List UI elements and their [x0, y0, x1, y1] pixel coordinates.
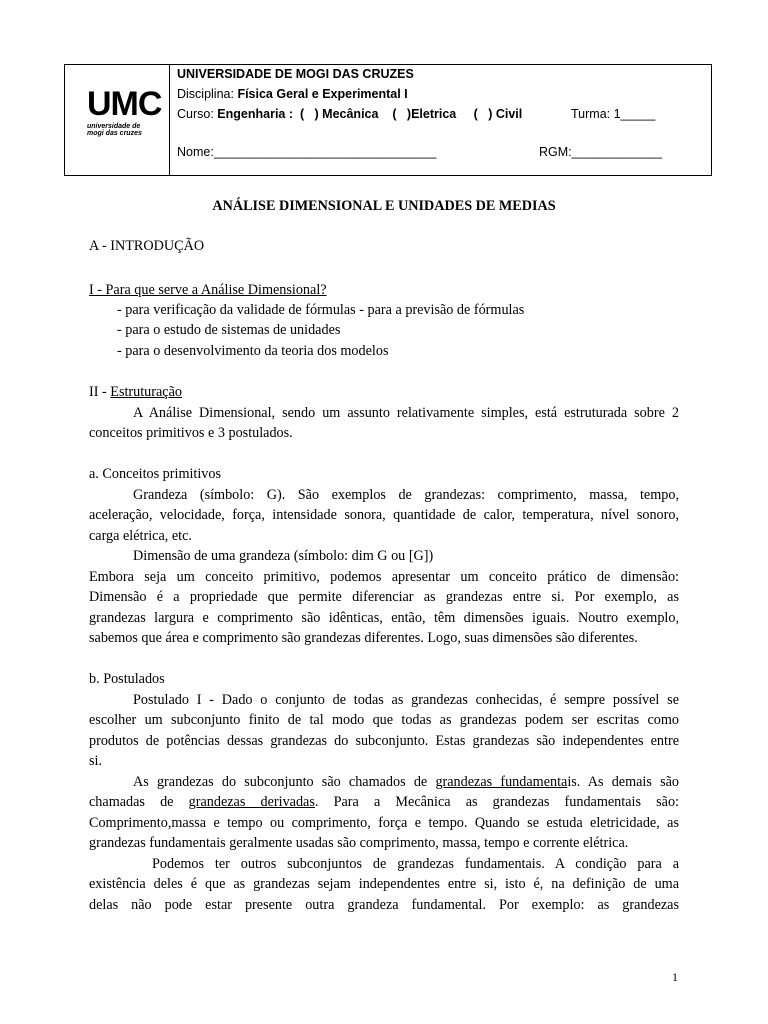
curso-label: Curso: — [177, 107, 218, 121]
nome-field: Nome:________________________________ — [177, 145, 437, 159]
grandezas-fundamentais-term: grandezas fu — [435, 774, 513, 790]
grandezas-text-4: . Para a Mecânica as grandezas fundamentais são: — [314, 794, 679, 810]
subconjunto-line: delas não pode estar presente outra grandeza fundamental. Por exemplo: as grandezas — [89, 897, 679, 913]
conceitos-line: Grandeza (símbolo: G). São exemplos de grandezas: comprimento, massa, tempo, — [133, 487, 679, 503]
postulado-line: escolher um subconjunto finito de tal modo que todas as grandezas podem ser escritas como — [89, 712, 679, 728]
postulados-heading: b. Postulados — [89, 671, 165, 687]
page-number: 1 — [672, 970, 678, 984]
curso-line — [177, 107, 522, 121]
grandezas-line — [133, 772, 679, 793]
postulado-line: produtos de potências dessas grandezas do subconjunto. Estas grandezas são independentes entre — [89, 733, 679, 749]
conceitos-line: aceleração, velocidade, força, intensidade sonora, quantidade de calor, temperatura, nível sonoro, — [89, 507, 679, 523]
subconjunto-line: Podemos ter outros subconjuntos de grandezas fundamentais. A condição para a — [152, 856, 679, 872]
logo — [65, 65, 170, 175]
rgm-field: RGM:_____________ — [539, 145, 663, 159]
disciplina-label: Disciplina: — [177, 87, 238, 101]
grandezas-derivadas-term: grandezas derivadas — [188, 794, 315, 810]
q1-item: - para verificação da validade de fórmulas - para a previsão de fórmulas — [117, 302, 525, 318]
grandezas-text-3: chamadas de — [89, 794, 189, 810]
dimensao-para-line: sabemos que área e comprimento são grandezas diferentes. Logo, suas dimensões são diferentes. — [89, 630, 638, 646]
grandezas-fundamentais-term-2: ndamenta — [512, 774, 568, 790]
page-title: ANÁLISE DIMENSIONAL E UNIDADES DE MEDIAS — [212, 198, 556, 214]
q2-para-line: conceitos primitivos e 3 postulados. — [89, 425, 293, 441]
dimensao-symbol: (símbolo: dim G ou [G]) — [290, 548, 434, 564]
q2-heading — [89, 382, 679, 403]
dimensao-line — [133, 546, 723, 567]
dimensao-para-line: Dimensão é a propriedade que permite diferenciar as grandezas entre si. Por exemplo, as — [89, 589, 679, 605]
disciplina-line — [177, 87, 408, 101]
grandezas-text-2: is. As demais são — [567, 774, 680, 790]
university-name: UNIVERSIDADE DE MOGI DAS CRUZES — [177, 67, 414, 81]
disciplina-value: Física Geral e Experimental I — [237, 87, 408, 101]
subconjunto-line: existência deles é que as grandezas sejam independentes entre si, isto é, na definição de uma — [89, 876, 679, 892]
q2-heading-word: Estruturação — [110, 384, 182, 400]
grandezas-line: grandezas fundamentais geralmente usadas são comprimento, massa, tempo e corrente elétrica. — [89, 835, 629, 851]
turma-field: Turma: 1_____ — [571, 107, 656, 121]
q1-item: - para o estudo de sistemas de unidades — [117, 322, 341, 338]
logo-text: UMC — [87, 85, 162, 123]
q2-heading-prefix: II - — [89, 384, 111, 400]
dimensao-term: Dimensão de uma grandeza — [133, 548, 291, 564]
postulado-line: Postulado I - Dado o conjunto de todas as grandezas conhecidas, é sempre possível se — [133, 692, 679, 708]
q1-item: - para o desenvolvimento da teoria dos modelos — [117, 343, 389, 359]
grandezas-line: Comprimento,massa e tempo ou comprimento, força e tempo. Quando se estuda eletricidade, as — [89, 815, 679, 831]
conceitos-line: carga elétrica, etc. — [89, 528, 192, 544]
conceitos-heading: a. Conceitos primitivos — [89, 466, 222, 482]
logo-subtitle: universidade de mogi das cruzes — [87, 123, 142, 137]
curso-value: Engenharia : ( ) Mecânica ( )Eletrica ( ) Civil — [217, 107, 523, 121]
postulado-line: si. — [89, 753, 103, 769]
section-a-heading: A - INTRODUÇÃO — [89, 238, 205, 254]
header-box — [64, 64, 712, 176]
grandezas-text: As grandezas do subconjunto são chamados de — [133, 774, 436, 790]
grandezas-line — [89, 792, 679, 813]
q1-heading: I - Para que serve a Análise Dimensional? — [89, 282, 327, 298]
q2-para-line: A Análise Dimensional, sendo um assunto relativamente simples, está estruturada sobre 2 — [133, 405, 679, 421]
dimensao-para-line: Embora seja um conceito primitivo, podemos apresentar um conceito prático de dimensão: — [89, 569, 679, 585]
dimensao-para-line: grandezas largura e comprimento são idênticas, então, têm dimensões iguais. Noutro exemplo, — [89, 610, 679, 626]
